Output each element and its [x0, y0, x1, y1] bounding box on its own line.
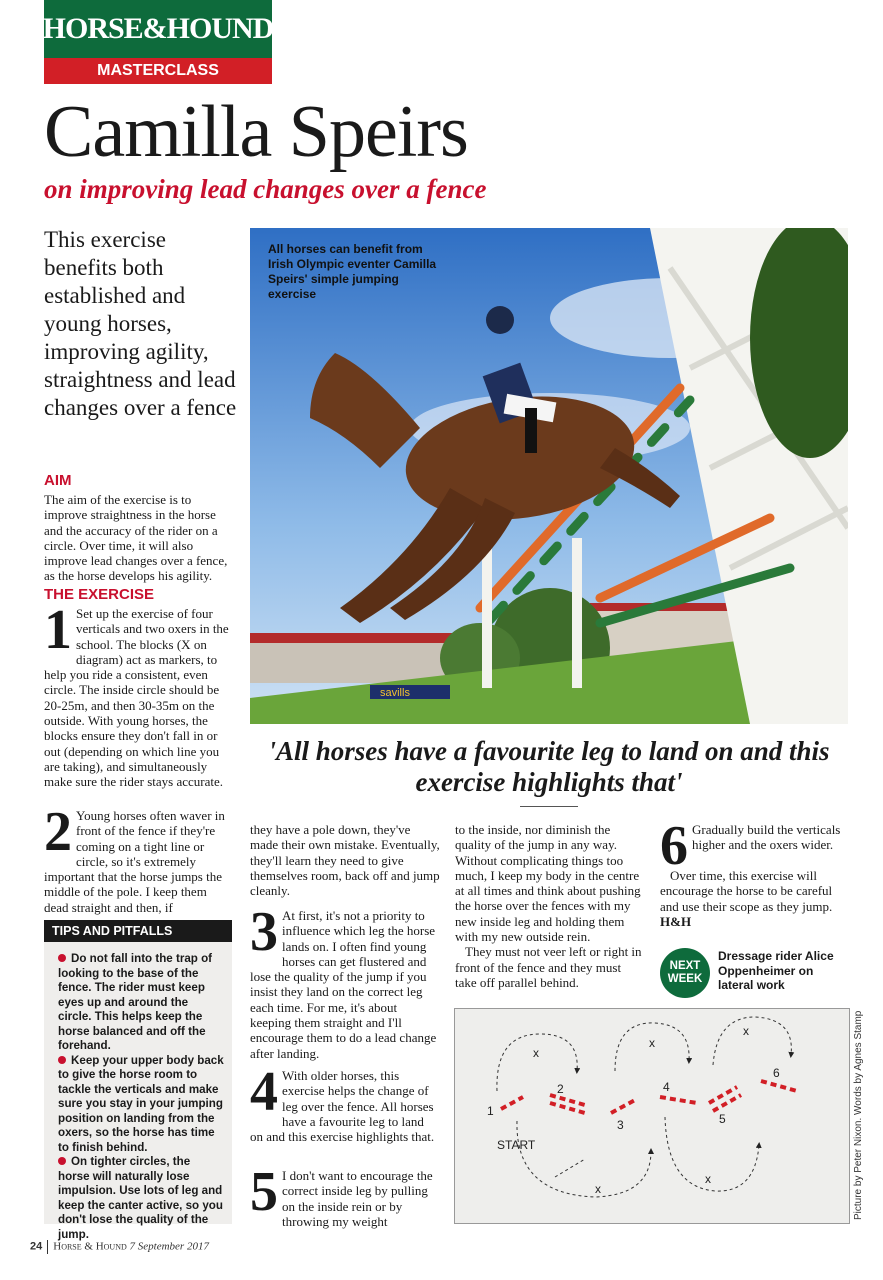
marker-x: x	[649, 1036, 655, 1050]
fence-label-4: 4	[663, 1080, 670, 1094]
article-subtitle: on improving lead changes over a fence	[44, 174, 487, 204]
drop-cap-5: 5	[250, 1161, 278, 1223]
fence-5b	[713, 1095, 741, 1111]
drop-cap-3: 3	[250, 901, 278, 963]
tip-item: Do not fall into the trap of looking to the base of the fence. The rider must keep eyes up and around the circle. This helps keep the horse balanced and off the forehand.	[58, 952, 213, 1052]
issue-date: 7 September 2017	[129, 1240, 209, 1253]
step-5-continued-text: to the inside, nor diminish the quality of the jump in any way. Without complicating things too much, I keep my body in the centre at all times and think about pushing the horse over the fences with my new inside leg and holding them with my new outside rein.	[455, 822, 641, 945]
intro-text: This exercise benefits both established and young horses, improving agility, straightness and lead changes over a fence	[44, 227, 237, 420]
drop-cap-2: 2	[44, 801, 72, 863]
page-footer	[30, 1240, 209, 1254]
fence-6	[761, 1081, 797, 1091]
footer-divider	[47, 1240, 48, 1254]
step-3	[250, 901, 440, 1061]
tips-list	[44, 942, 232, 1242]
fence-label-6: 6	[773, 1066, 780, 1080]
next-week-badge: NEXT WEEK	[660, 948, 710, 998]
step-3-text: At first, it's not a priority to influence which leg the horse lands on. I often find young horses can get flustered and lose the quality of the jump if you insist they land on the correct leg each time. For me, it's about keeping them straight and I'll encourage them to do a lead change after landing.	[250, 908, 437, 1061]
bullet-icon	[58, 954, 66, 962]
fence-label-5: 5	[719, 1112, 726, 1126]
tip-item: On tighter circles, the horse will naturally lose impulsion. Use lots of leg and keep the canter active, so you don't lose the quality of the jump.	[58, 1155, 223, 1241]
drop-cap-1: 1	[44, 599, 72, 661]
fence-1	[501, 1097, 523, 1109]
step-6-text: Gradually build the verticals higher and the oxers wider.	[692, 822, 841, 853]
tip-item: Keep your upper body back to give the horse room to tackle the verticals and make sure you stay in your jumping position on landing from the oxers, so the horse has time to finish behind.	[58, 1053, 224, 1154]
signoff: H&H	[660, 913, 692, 929]
step-1	[44, 599, 232, 790]
start-label: START	[497, 1138, 536, 1152]
exercise-diagram	[454, 1008, 850, 1224]
step-2	[44, 801, 232, 915]
step-2-continued: they have a pole down, they've made their own mistake. Eventually, they'll learn they need to give themselves room, back off and jump cleanly.	[250, 822, 440, 899]
show-jumping-illustration	[250, 228, 848, 724]
tips-box	[44, 920, 232, 1241]
marker-x: x	[533, 1046, 539, 1060]
masthead-logo	[44, 0, 272, 84]
fence-label-3: 3	[617, 1118, 624, 1132]
brand-logo: HORSE&HOUND	[44, 0, 272, 58]
marker-x: x	[705, 1172, 711, 1186]
drop-cap-6: 6	[660, 815, 688, 877]
step-2-text: Young horses often waver in front of the fence if they're coming on a tight line or circle, so it's extremely important that the horse jumps the middle of the pole. I keep them dead straight and then, if	[44, 808, 225, 915]
aim-text: The aim of the exercise is to improve straightness in the horse and the accuracy of the rider on a circle. Over time, it will also improve lead changes over a fence, as the horse develops his agility.	[44, 492, 228, 584]
marker-x: x	[743, 1024, 749, 1038]
bullet-icon	[58, 1157, 66, 1165]
exercise-heading: THE EXERCISE	[44, 586, 155, 603]
marker-x: x	[595, 1182, 601, 1196]
section-label: MASTERCLASS	[44, 58, 272, 84]
next-week-text: Dressage rider Alice Oppenheimer on lateral work	[718, 949, 834, 992]
step-5	[250, 1161, 440, 1229]
step-6	[660, 815, 848, 929]
step-5-para-2: They must not veer left or right in front of the fence and they must take off parallel behind.	[455, 944, 642, 990]
fence-4	[660, 1097, 697, 1103]
fence-label-2: 2	[557, 1082, 564, 1096]
photo-credit: Picture by Peter Nixon. Words by Agnes Stamp	[853, 1010, 864, 1220]
tips-heading: TIPS AND PITFALLS	[44, 920, 232, 942]
pull-quote: 'All horses have a favourite leg to land on and this exercise highlights that'	[268, 736, 830, 797]
article-title: Camilla Speirs	[44, 91, 468, 173]
fence-label-1: 1	[487, 1104, 494, 1118]
fence-3	[611, 1099, 637, 1113]
step-5-continued	[455, 822, 645, 990]
step-4-text: With older horses, this exercise helps the change of leg over the fence. All horses have a favourite leg to land on and this exercise highlights that.	[250, 1068, 435, 1145]
savills-banner-text: savills	[380, 687, 410, 699]
photo-caption: All horses can benefit from Irish Olympic eventer Camilla Speirs' simple jumping exercise	[268, 242, 437, 301]
bullet-icon	[58, 1056, 66, 1064]
magazine-name: Horse & Hound	[53, 1240, 127, 1253]
hero-photo	[250, 228, 848, 724]
aim-heading: AIM	[44, 472, 72, 489]
step-5-text: I don't want to encourage the correct inside leg by pulling on the inside rein or by throwing my weight	[282, 1168, 433, 1229]
quote-divider	[520, 806, 578, 807]
step-1-text: Set up the exercise of four verticals and two oxers in the school. The blocks (X on diagram) act as markers, to help you ride a consistent, even circle. The inside circle should be 20-25m, and then 30-35m on the outside. With young horses, the blocks ensure they don't fall in or out (depending on which line you are taking), and simultaneously make sure the rider stays accurate.	[44, 606, 229, 790]
drop-cap-4: 4	[250, 1061, 278, 1123]
diagram-svg	[455, 1009, 849, 1223]
step-6-para-2: Over time, this exercise will encourage the horse to be careful and use their scope as they jump.	[660, 868, 833, 914]
step-4	[250, 1061, 440, 1145]
page-number: 24	[30, 1240, 43, 1253]
next-week-box	[660, 946, 848, 994]
